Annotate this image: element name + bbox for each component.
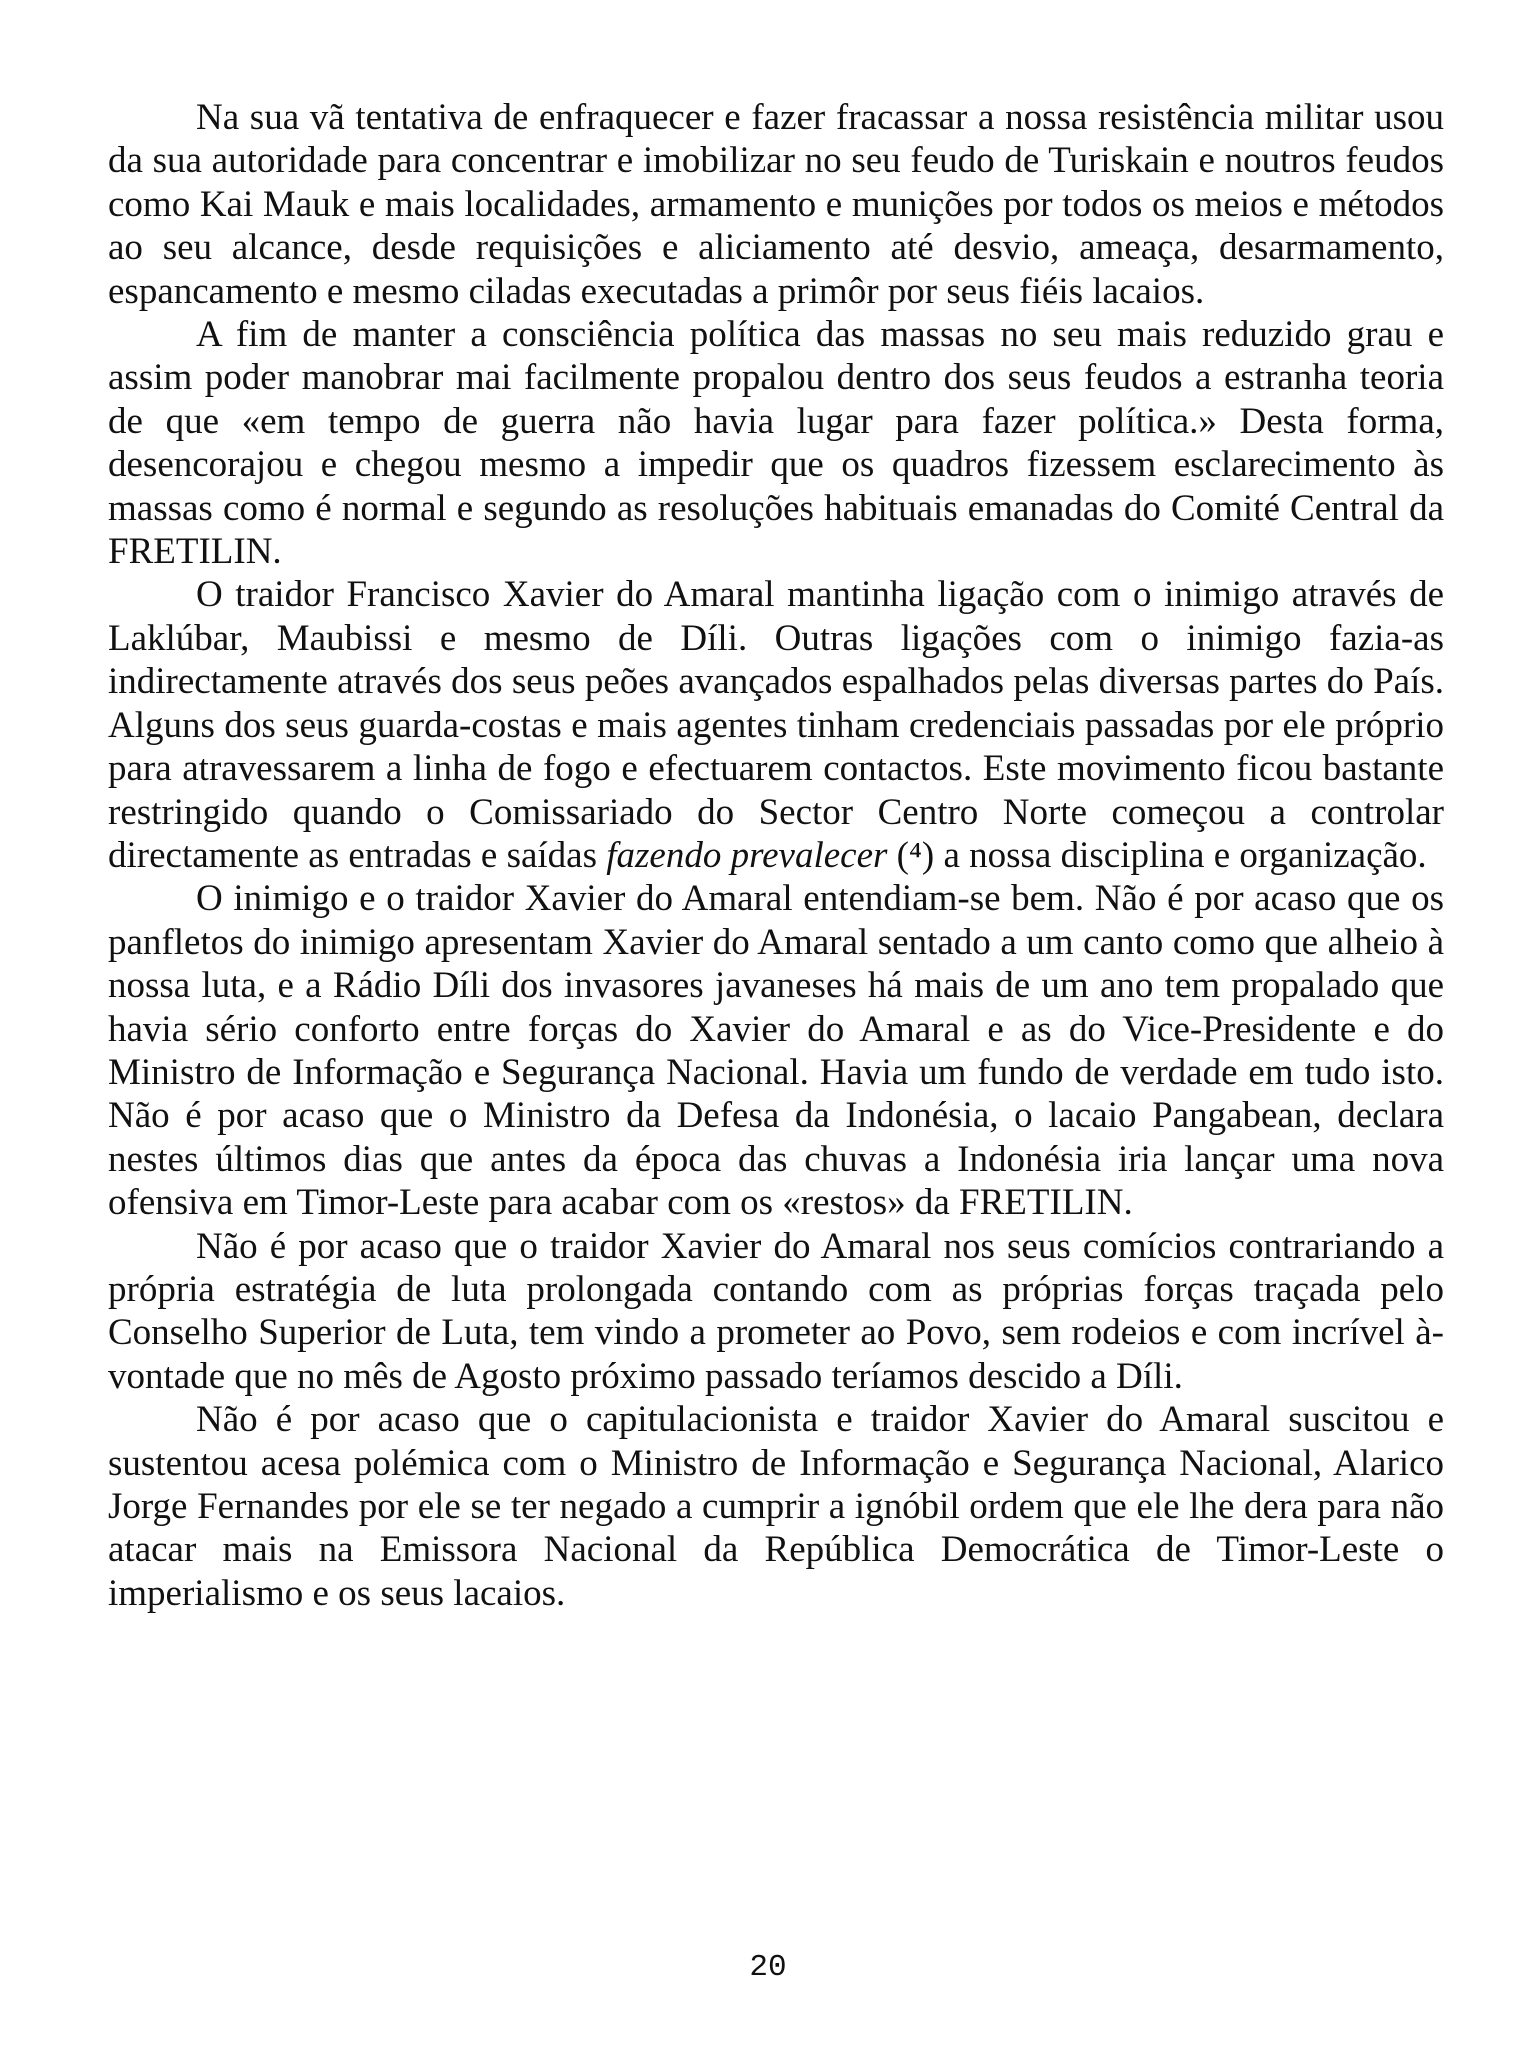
paragraph-4: O inimigo e o traidor Xavier do Amaral entendiam-se bem. Não é por acaso que os panfletos do inimigo apresentam Xavier do Amaral sentado a um canto como que alheio à nossa luta, e a Rádio Díli dos invasores javaneses há mais de um ano tem propalado que havia sério conforto entre forças do Xavier do Amaral e as do Vice-Presidente e do Ministro de Informação e Segurança Nacional. Havia um fundo de verdade em tudo isto. Não é por acaso que o Ministro da Defesa da Indonésia, o lacaio Pangabean, declara nestes últimos dias que antes da época das chuvas a Indonésia iria lançar uma nova ofensiva em Timor-Leste para acabar com os «restos» da FRETILIN. (108, 878, 1444, 1224)
paragraph-5: Não é por acaso que o traidor Xavier do Amaral nos seus comícios contrariando a própria estratégia de luta prolongada contando com as próprias forças traçada pelo Conselho Superior de Luta, tem vindo a prometer ao Povo, sem rodeios e com incrível à-vontade que no mês de Agosto próximo passado teríamos descido a Díli. (108, 1225, 1444, 1397)
paragraph-3-text-after: (⁴) a nossa disciplina e organização. (887, 834, 1427, 876)
paragraph-3-italic-phrase: fazendo prevalecer (606, 834, 888, 876)
page-number: 20 (749, 1950, 787, 1985)
paragraph-1: Na sua vã tentativa de enfraquecer e fazer fracassar a nossa resistência militar usou da sua autoridade para concentrar e imobilizar no seu feudo de Turiskain e noutros feudos como Kai Mauk e mais localidades, armamento e munições por todos os meios e métodos ao seu alcance, desde requisições e aliciamento até desvio, ameaça, desarmamento, espancamento e mesmo ciladas executadas a primôr por seus fiéis lacaios. (108, 97, 1444, 312)
paragraph-3-text-before: O traidor Francisco Xavier do Amaral mantinha ligação com o inimigo através de Laklúbar, Maubissi e mesmo de Díli. Outras ligações com o inimigo fazia-as indirectamente através dos seus peões avançados espalhados pelas diversas partes do País. Alguns dos seus guarda-costas e mais agentes tinham credenciais passadas por ele próprio para atravessarem a linha de fogo e efectuarem contactos. Este movimento ficou bastante restringido quando o Comissariado do Sector Centro Norte começou a controlar directamente as entradas e saídas (108, 574, 1444, 876)
body-text (108, 96, 1444, 1615)
paragraph-6: Não é por acaso que o capitulacionista e traidor Xavier do Amaral suscitou e sustentou acesa polémica com o Ministro de Informação e Segurança Nacional, Alarico Jorge Fernandes por ele se ter negado a cumprir a ignóbil ordem que ele lhe dera para não atacar mais na Emissora Nacional da República Democrática de Timor-Leste o imperialismo e os seus lacaios. (108, 1399, 1444, 1614)
paragraph-3 (108, 573, 1444, 877)
paragraph-2: A fim de manter a consciência política das massas no seu mais reduzido grau e assim poder manobrar mai facilmente propalou dentro dos seus feudos a estranha teoria de que «em tempo de guerra não havia lugar para fazer política.» Desta forma, desencorajou e chegou mesmo a impedir que os quadros fizessem esclarecimento às massas como é normal e segundo as resoluções habituais emanadas do Comité Central da FRETILIN. (108, 314, 1444, 573)
